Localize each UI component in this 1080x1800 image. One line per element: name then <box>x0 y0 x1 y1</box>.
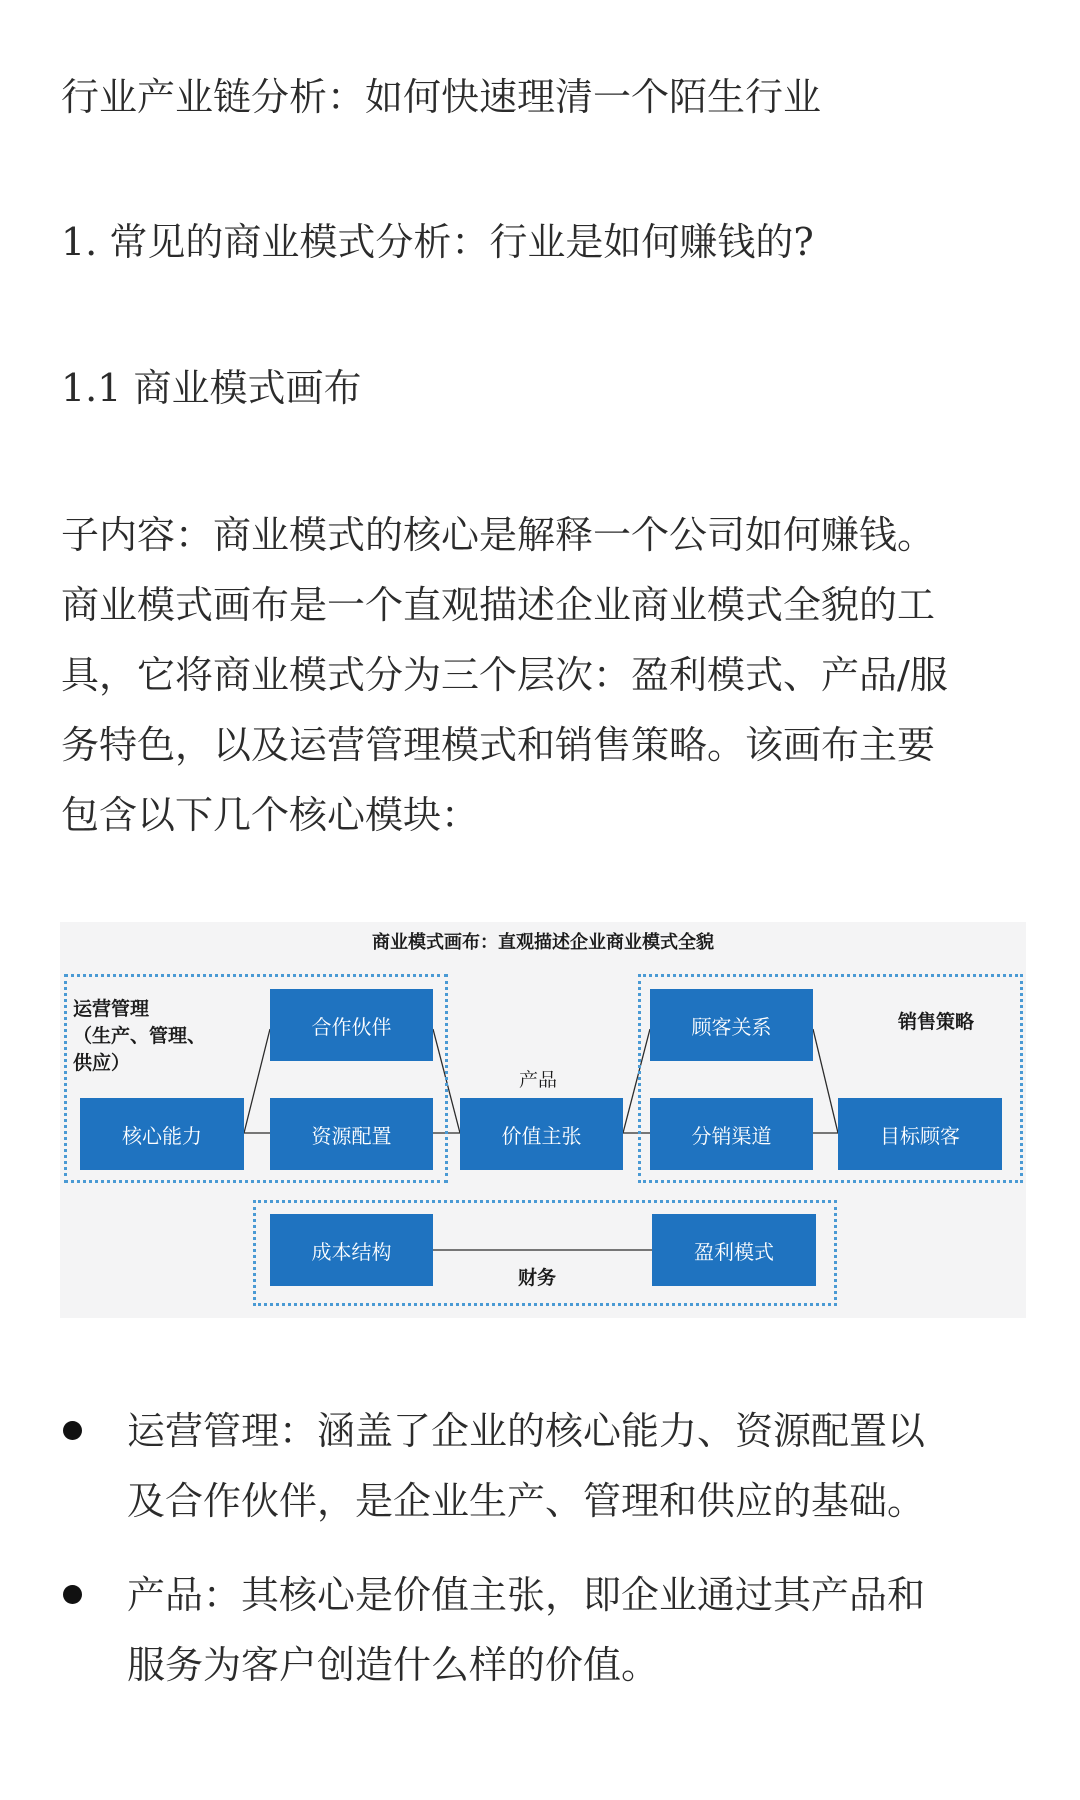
paragraph-line: 子内容：商业模式的核心是解释一个公司如何赚钱。 <box>61 513 936 557</box>
product-label: 产品 <box>519 1069 558 1091</box>
subsection-heading: 1.1 商业模式画布 <box>61 366 362 410</box>
resource-allocation-box: 资源配置 <box>270 1098 433 1170</box>
operations-label-line: 运营管理 <box>73 998 150 1020</box>
paragraph-line: 包含以下几个核心模块： <box>61 793 480 837</box>
bullet-line: 服务为客户创造什么样的价值。 <box>127 1643 660 1687</box>
bullet-line: 及合作伙伴，是企业生产、管理和供应的基础。 <box>127 1479 926 1523</box>
paragraph-line: 商业模式画布是一个直观描述企业商业模式全貌的工 <box>61 583 936 627</box>
operations-label-line: 供应） <box>73 1052 131 1074</box>
distribution-channel-box: 分销渠道 <box>650 1098 813 1170</box>
core-capability-box: 核心能力 <box>80 1098 244 1170</box>
value-proposition-box: 价值主张 <box>460 1098 623 1170</box>
bullet-item-product <box>61 1560 1031 1700</box>
finance-label: 财务 <box>518 1267 557 1289</box>
bullet-line: 产品：其核心是价值主张，即企业通过其产品和 <box>127 1573 926 1617</box>
business-model-canvas-diagram <box>60 922 1026 1318</box>
intro-paragraph <box>61 500 1021 850</box>
bullet-text <box>127 1560 925 1700</box>
section-heading: 1. 常见的商业模式分析：行业是如何赚钱的? <box>61 220 814 264</box>
bullet-dot-icon <box>63 1585 82 1604</box>
bullet-item-operations <box>61 1396 1031 1536</box>
paragraph-line: 务特色，以及运营管理模式和销售策略。该画布主要 <box>61 723 936 767</box>
bullet-text <box>127 1396 925 1536</box>
paragraph-line: 具，它将商业模式分为三个层次：盈利模式、产品/服 <box>61 653 948 697</box>
page-title: 行业产业链分析：如何快速理清一个陌生行业 <box>61 75 822 119</box>
bullet-dot-icon <box>63 1421 82 1440</box>
diagram-title: 商业模式画布：直观描述企业商业模式全貌 <box>372 932 714 953</box>
operations-label <box>73 996 206 1077</box>
cost-structure-box: 成本结构 <box>270 1214 433 1286</box>
customer-relationship-box: 顾客关系 <box>650 989 813 1061</box>
partners-box: 合作伙伴 <box>270 989 433 1061</box>
bullet-line: 运营管理：涵盖了企业的核心能力、资源配置以 <box>127 1409 926 1453</box>
target-customer-box: 目标顾客 <box>838 1098 1002 1170</box>
sales-strategy-label: 销售策略 <box>898 1011 975 1033</box>
operations-label-line: （生产、管理、 <box>73 1025 207 1047</box>
profit-model-box: 盈利模式 <box>652 1214 816 1286</box>
